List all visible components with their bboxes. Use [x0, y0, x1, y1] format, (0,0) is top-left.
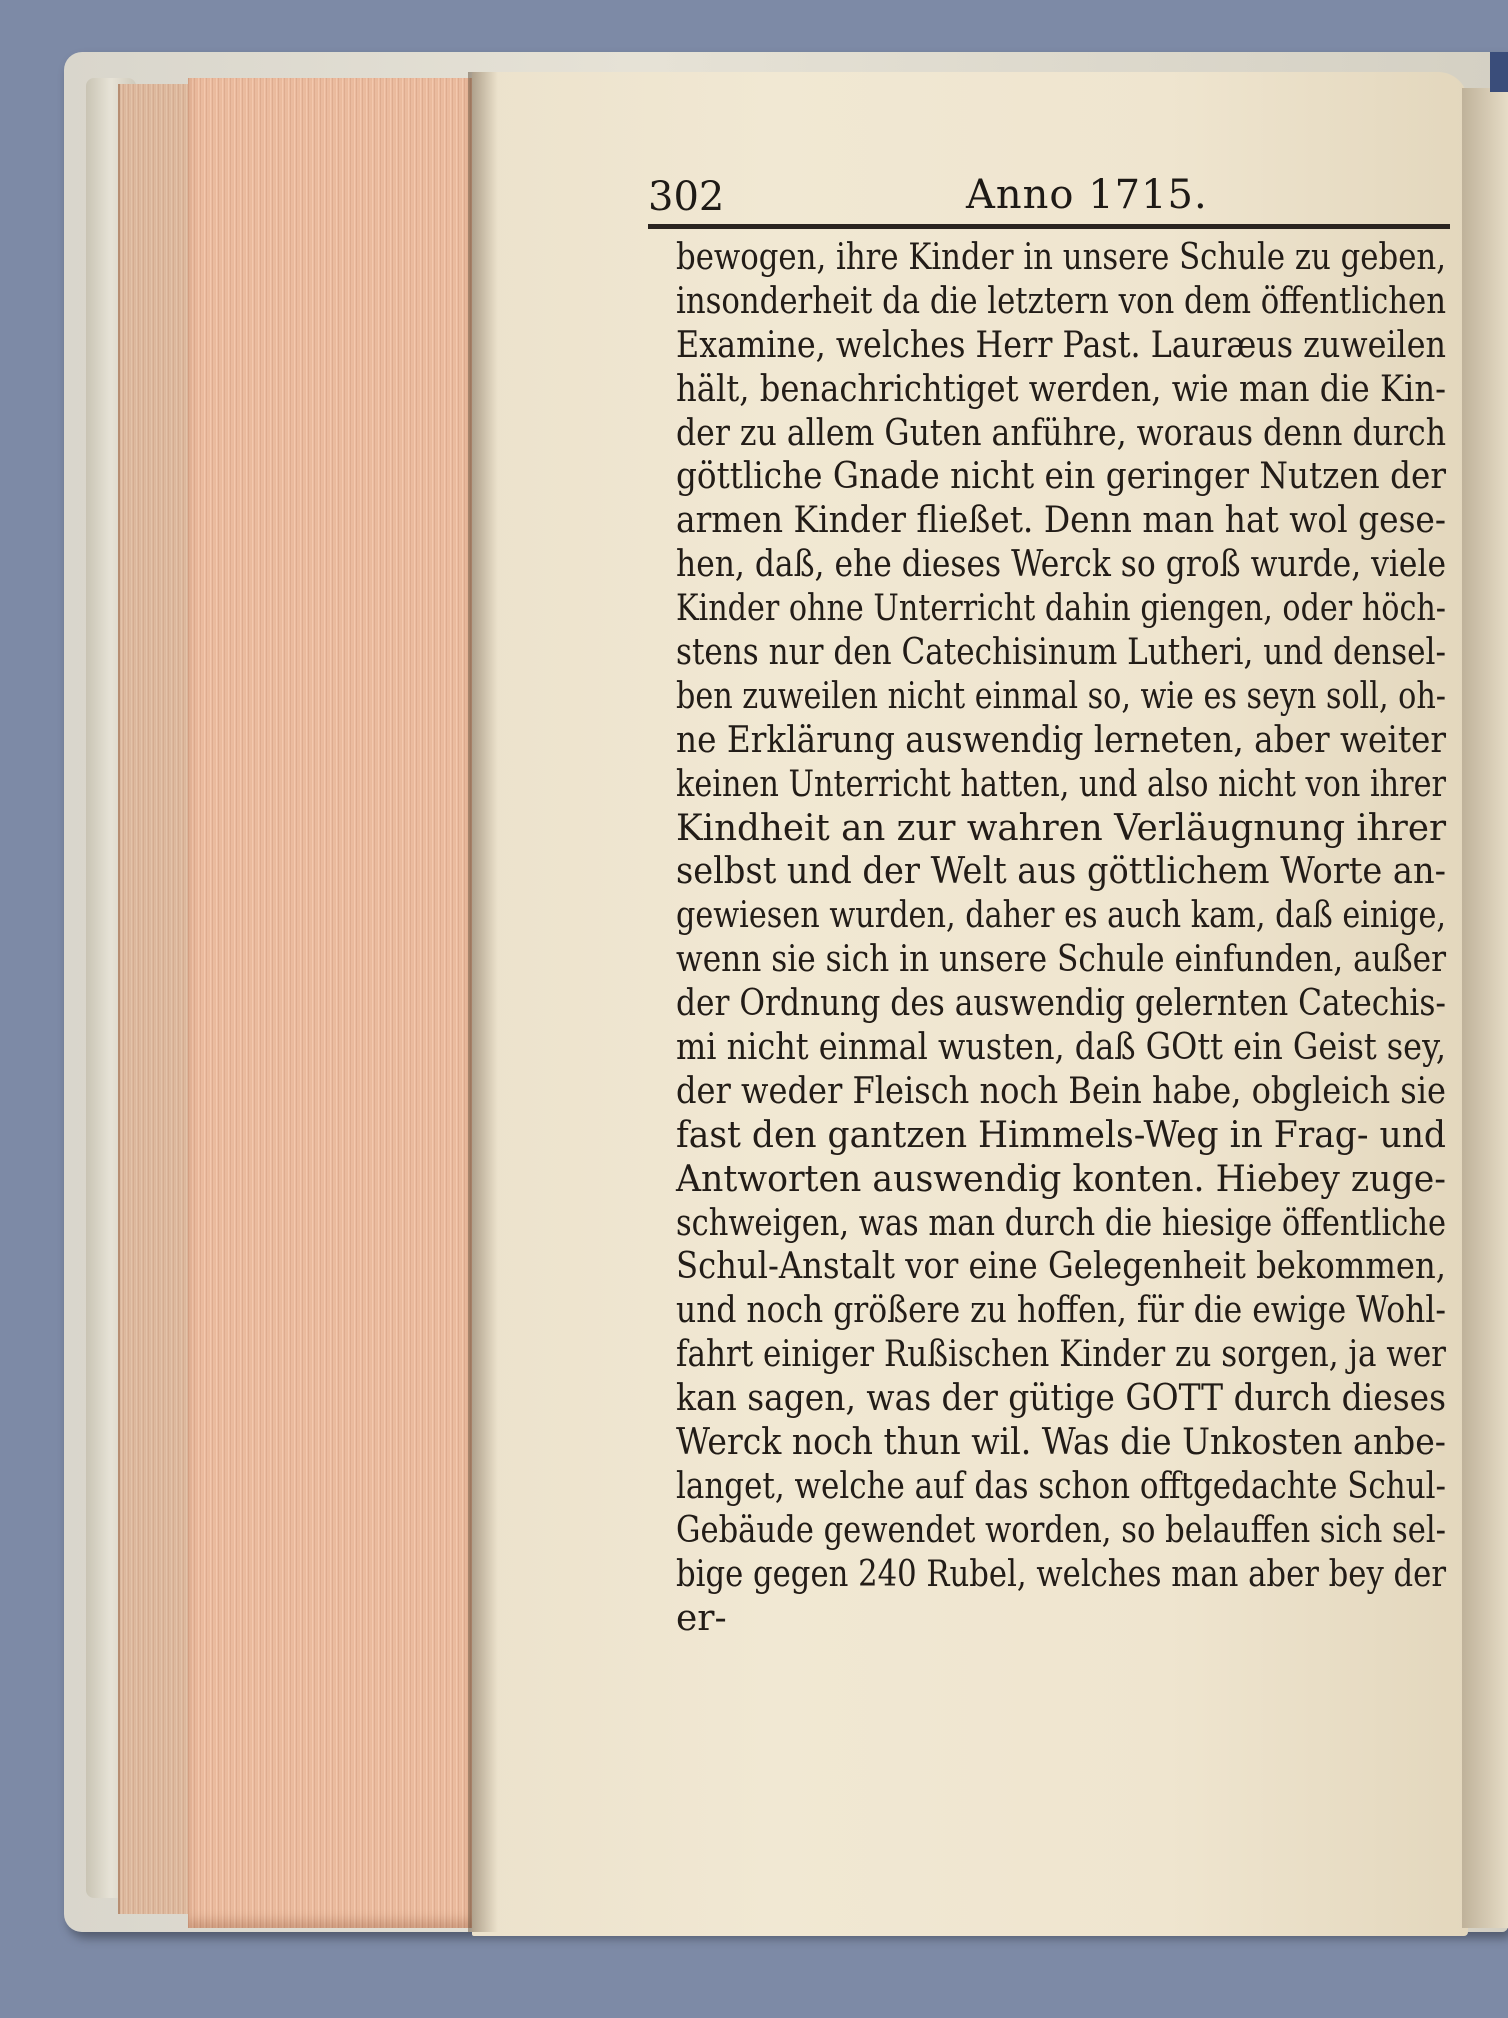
- text-line: [676, 894, 1456, 938]
- text-line-content: Antworten auswendig konten. Hiebey zuge-: [676, 1158, 1446, 1200]
- text-line: [676, 982, 1456, 1026]
- page-number: 302: [648, 174, 725, 220]
- text-line: [676, 587, 1456, 631]
- body-text: [676, 236, 1456, 1641]
- text-line-content: Kindheit an zur wahren Verläugnung ihrer: [676, 807, 1446, 849]
- text-line-content: kan sagen, was der gütige GOTT durch dieses: [676, 1378, 1446, 1420]
- running-title: Anno 1715.: [966, 172, 1208, 218]
- text-line-content: stens nur den Catechisinum Lutheri, und densel-: [676, 632, 1446, 674]
- text-line: [676, 1509, 1456, 1553]
- facing-page-edge: [1462, 88, 1508, 1928]
- text-line: [676, 499, 1456, 543]
- text-line: [676, 763, 1456, 807]
- text-line-content: schweigen, was man durch die hiesige öffentliche: [676, 1202, 1446, 1244]
- text-line-content: Werck noch thun wil. Was die Unkosten anbe-: [676, 1422, 1446, 1464]
- text-line-content: Examine, welches Herr Past. Lauræus zuweilen: [676, 324, 1446, 366]
- text-line: [676, 1026, 1456, 1070]
- text-line-content: langet, welche auf das schon offtgedachte Schul-: [676, 1465, 1446, 1507]
- text-line: [676, 1553, 1456, 1597]
- text-line: [676, 1289, 1456, 1333]
- text-line: [676, 1597, 1456, 1641]
- text-line-content: der Ordnung des auswendig gelernten Catechis-: [676, 983, 1446, 1025]
- text-line-content: mi nicht einmal wusten, daß GOtt ein Geist sey,: [676, 1027, 1446, 1069]
- text-line-content: ben zuweilen nicht einmal so, wie es seyn soll, oh-: [676, 675, 1446, 717]
- text-line: [676, 631, 1456, 675]
- text-line-content: selbst und der Welt aus göttlichem Worte an-: [676, 851, 1446, 893]
- text-line-content: gewiesen wurden, daher es auch kam, daß einige,: [676, 895, 1446, 937]
- text-line: [676, 412, 1456, 456]
- text-line-content: bige gegen 240 Rubel, welches man aber bey der: [676, 1553, 1446, 1595]
- text-line: [676, 324, 1456, 368]
- text-line-content: fahrt einiger Rußischen Kinder zu sorgen, ja wer: [676, 1334, 1446, 1376]
- text-line: [676, 938, 1456, 982]
- text-line-content: armen Kinder fließet. Denn man hat wol gese-: [676, 500, 1446, 542]
- text-line-content: und noch größere zu hoffen, für die ewige Wohl-: [676, 1290, 1446, 1332]
- text-line-content: Gebäude gewendet worden, so belauffen sich sel-: [676, 1509, 1446, 1551]
- text-line: [676, 280, 1456, 324]
- page-header: [648, 168, 1448, 224]
- text-line-content: göttliche Gnade nicht ein geringer Nutzen der: [676, 456, 1446, 498]
- text-line-content: keinen Unterricht hatten, und also nicht von ihrer: [676, 763, 1446, 805]
- text-line: [676, 236, 1456, 280]
- text-line: [676, 1377, 1456, 1421]
- text-line-content: der zu allem Guten anführe, woraus denn durch: [676, 412, 1446, 454]
- text-line: [676, 543, 1456, 587]
- text-line-content: er-: [676, 1597, 727, 1639]
- text-line-content: der weder Fleisch noch Bein habe, obgleich sie: [676, 1070, 1446, 1112]
- text-line: [676, 850, 1456, 894]
- text-line: [676, 368, 1456, 412]
- text-line: [676, 1114, 1456, 1158]
- page-edges: [188, 78, 472, 1928]
- text-line: [676, 719, 1456, 763]
- header-rule: [648, 224, 1450, 229]
- text-line: [676, 807, 1456, 851]
- text-line: [676, 1245, 1456, 1289]
- text-line: [676, 1158, 1456, 1202]
- text-line-content: bewogen, ihre Kinder in unsere Schule zu geben,: [676, 237, 1446, 278]
- text-line-content: hen, daß, ehe dieses Werck so groß wurde, viele: [676, 544, 1446, 586]
- text-line: [676, 1202, 1456, 1246]
- text-line-content: insonderheit da die letztern von dem öffentlichen: [676, 280, 1446, 322]
- text-line: [676, 1070, 1456, 1114]
- text-line-content: fast den gantzen Himmels-Weg in Frag- und: [676, 1114, 1446, 1156]
- text-line: [676, 1333, 1456, 1377]
- text-line-content: Schul-Anstalt vor eine Gelegenheit bekommen,: [676, 1246, 1446, 1288]
- text-line-content: wenn sie sich in unsere Schule einfunden, außer: [676, 939, 1446, 981]
- text-line: [676, 455, 1456, 499]
- text-line: [676, 1421, 1456, 1465]
- text-line: [676, 675, 1456, 719]
- text-line-content: Kinder ohne Unterricht dahin giengen, oder höch-: [676, 588, 1446, 630]
- cover-cloth-corner: [1490, 52, 1508, 92]
- text-line: [676, 1465, 1456, 1509]
- text-line-content: ne Erklärung auswendig lerneten, aber weiter: [676, 719, 1446, 761]
- page-block: [118, 84, 194, 1914]
- text-line-content: hält, benachrichtiget werden, wie man die Kin-: [676, 368, 1446, 410]
- gutter-shadow: [468, 72, 498, 1932]
